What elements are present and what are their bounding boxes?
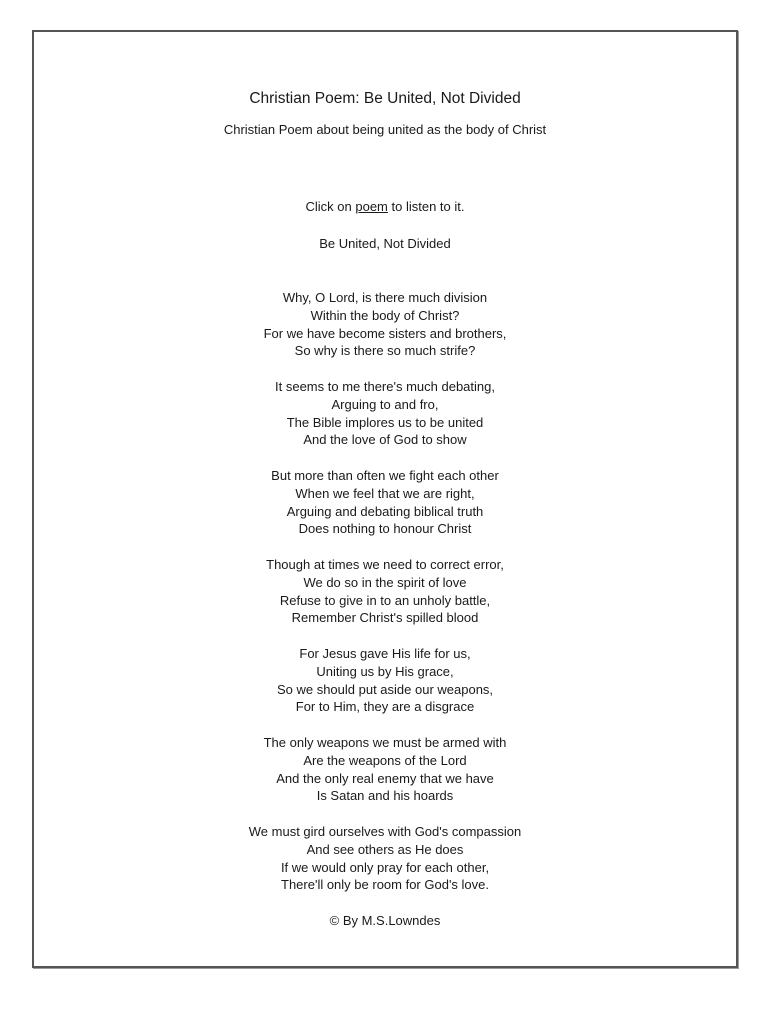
poem-line: Remember Christ's spilled blood — [291, 610, 479, 626]
stanza-4 — [34, 556, 736, 627]
poem-line: For we have become sisters and brothers, — [263, 325, 507, 341]
poem-line: Is Satan and his hoards — [316, 788, 454, 804]
poem-line: But more than often we fight each other — [271, 467, 499, 483]
copyright-notice: © By M.S.Lowndes — [329, 913, 441, 928]
poem-line: Does nothing to honour Christ — [298, 521, 472, 537]
poem-line: We do so in the spirit of love — [303, 574, 467, 590]
poem-line: It seems to me there's much debating, — [275, 378, 495, 394]
poem-line: Arguing and debating biblical truth — [286, 503, 484, 519]
page-title: Christian Poem: Be United, Not Divided — [249, 90, 521, 107]
poem-line: Though at times we need to correct error, — [266, 556, 504, 572]
poem-line: When we feel that we are right, — [295, 485, 475, 501]
stanza-3 — [34, 467, 736, 538]
poem-line: Arguing to and fro, — [331, 396, 439, 412]
poem-line: And see others as He does — [306, 841, 464, 857]
poem-line: So why is there so much strife? — [294, 343, 476, 359]
poem-line: There'll only be room for God's love. — [281, 877, 489, 893]
listen-text-after: to listen to it. — [387, 199, 465, 214]
stanza-6 — [34, 734, 736, 805]
poem-line: Are the weapons of the Lord — [303, 752, 467, 768]
stanza-1 — [34, 289, 736, 360]
stanza-7 — [34, 823, 736, 894]
poem-line: Within the body of Christ? — [310, 307, 460, 323]
poem-line: Uniting us by His grace, — [316, 663, 454, 679]
poem-line: Why, O Lord, is there much division — [282, 290, 488, 305]
poem-line: And the love of God to show — [303, 432, 467, 448]
poem-line: We must gird ourselves with God's compassion — [248, 823, 522, 839]
stanza-5 — [34, 645, 736, 716]
listen-text-before: Click on — [305, 199, 356, 214]
poem-body — [34, 289, 736, 912]
document-page — [32, 30, 738, 968]
poem-line: Refuse to give in to an unholy battle, — [279, 592, 491, 608]
poem-line: And the only real enemy that we have — [276, 770, 494, 786]
poem-audio-link[interactable]: poem — [355, 199, 388, 214]
poem-title: Be United, Not Divided — [319, 236, 451, 251]
poem-line: The only weapons we must be armed with — [263, 734, 507, 750]
poem-line: So we should put aside our weapons, — [276, 681, 494, 697]
stanza-2 — [34, 378, 736, 449]
poem-line: For to Him, they are a disgrace — [295, 699, 475, 715]
listen-instruction — [34, 199, 736, 214]
poem-line: If we would only pray for each other, — [280, 859, 490, 875]
page-subtitle: Christian Poem about being united as the body of Christ — [223, 122, 547, 137]
poem-line: For Jesus gave His life for us, — [299, 645, 471, 661]
poem-line: The Bible implores us to be united — [286, 414, 484, 430]
